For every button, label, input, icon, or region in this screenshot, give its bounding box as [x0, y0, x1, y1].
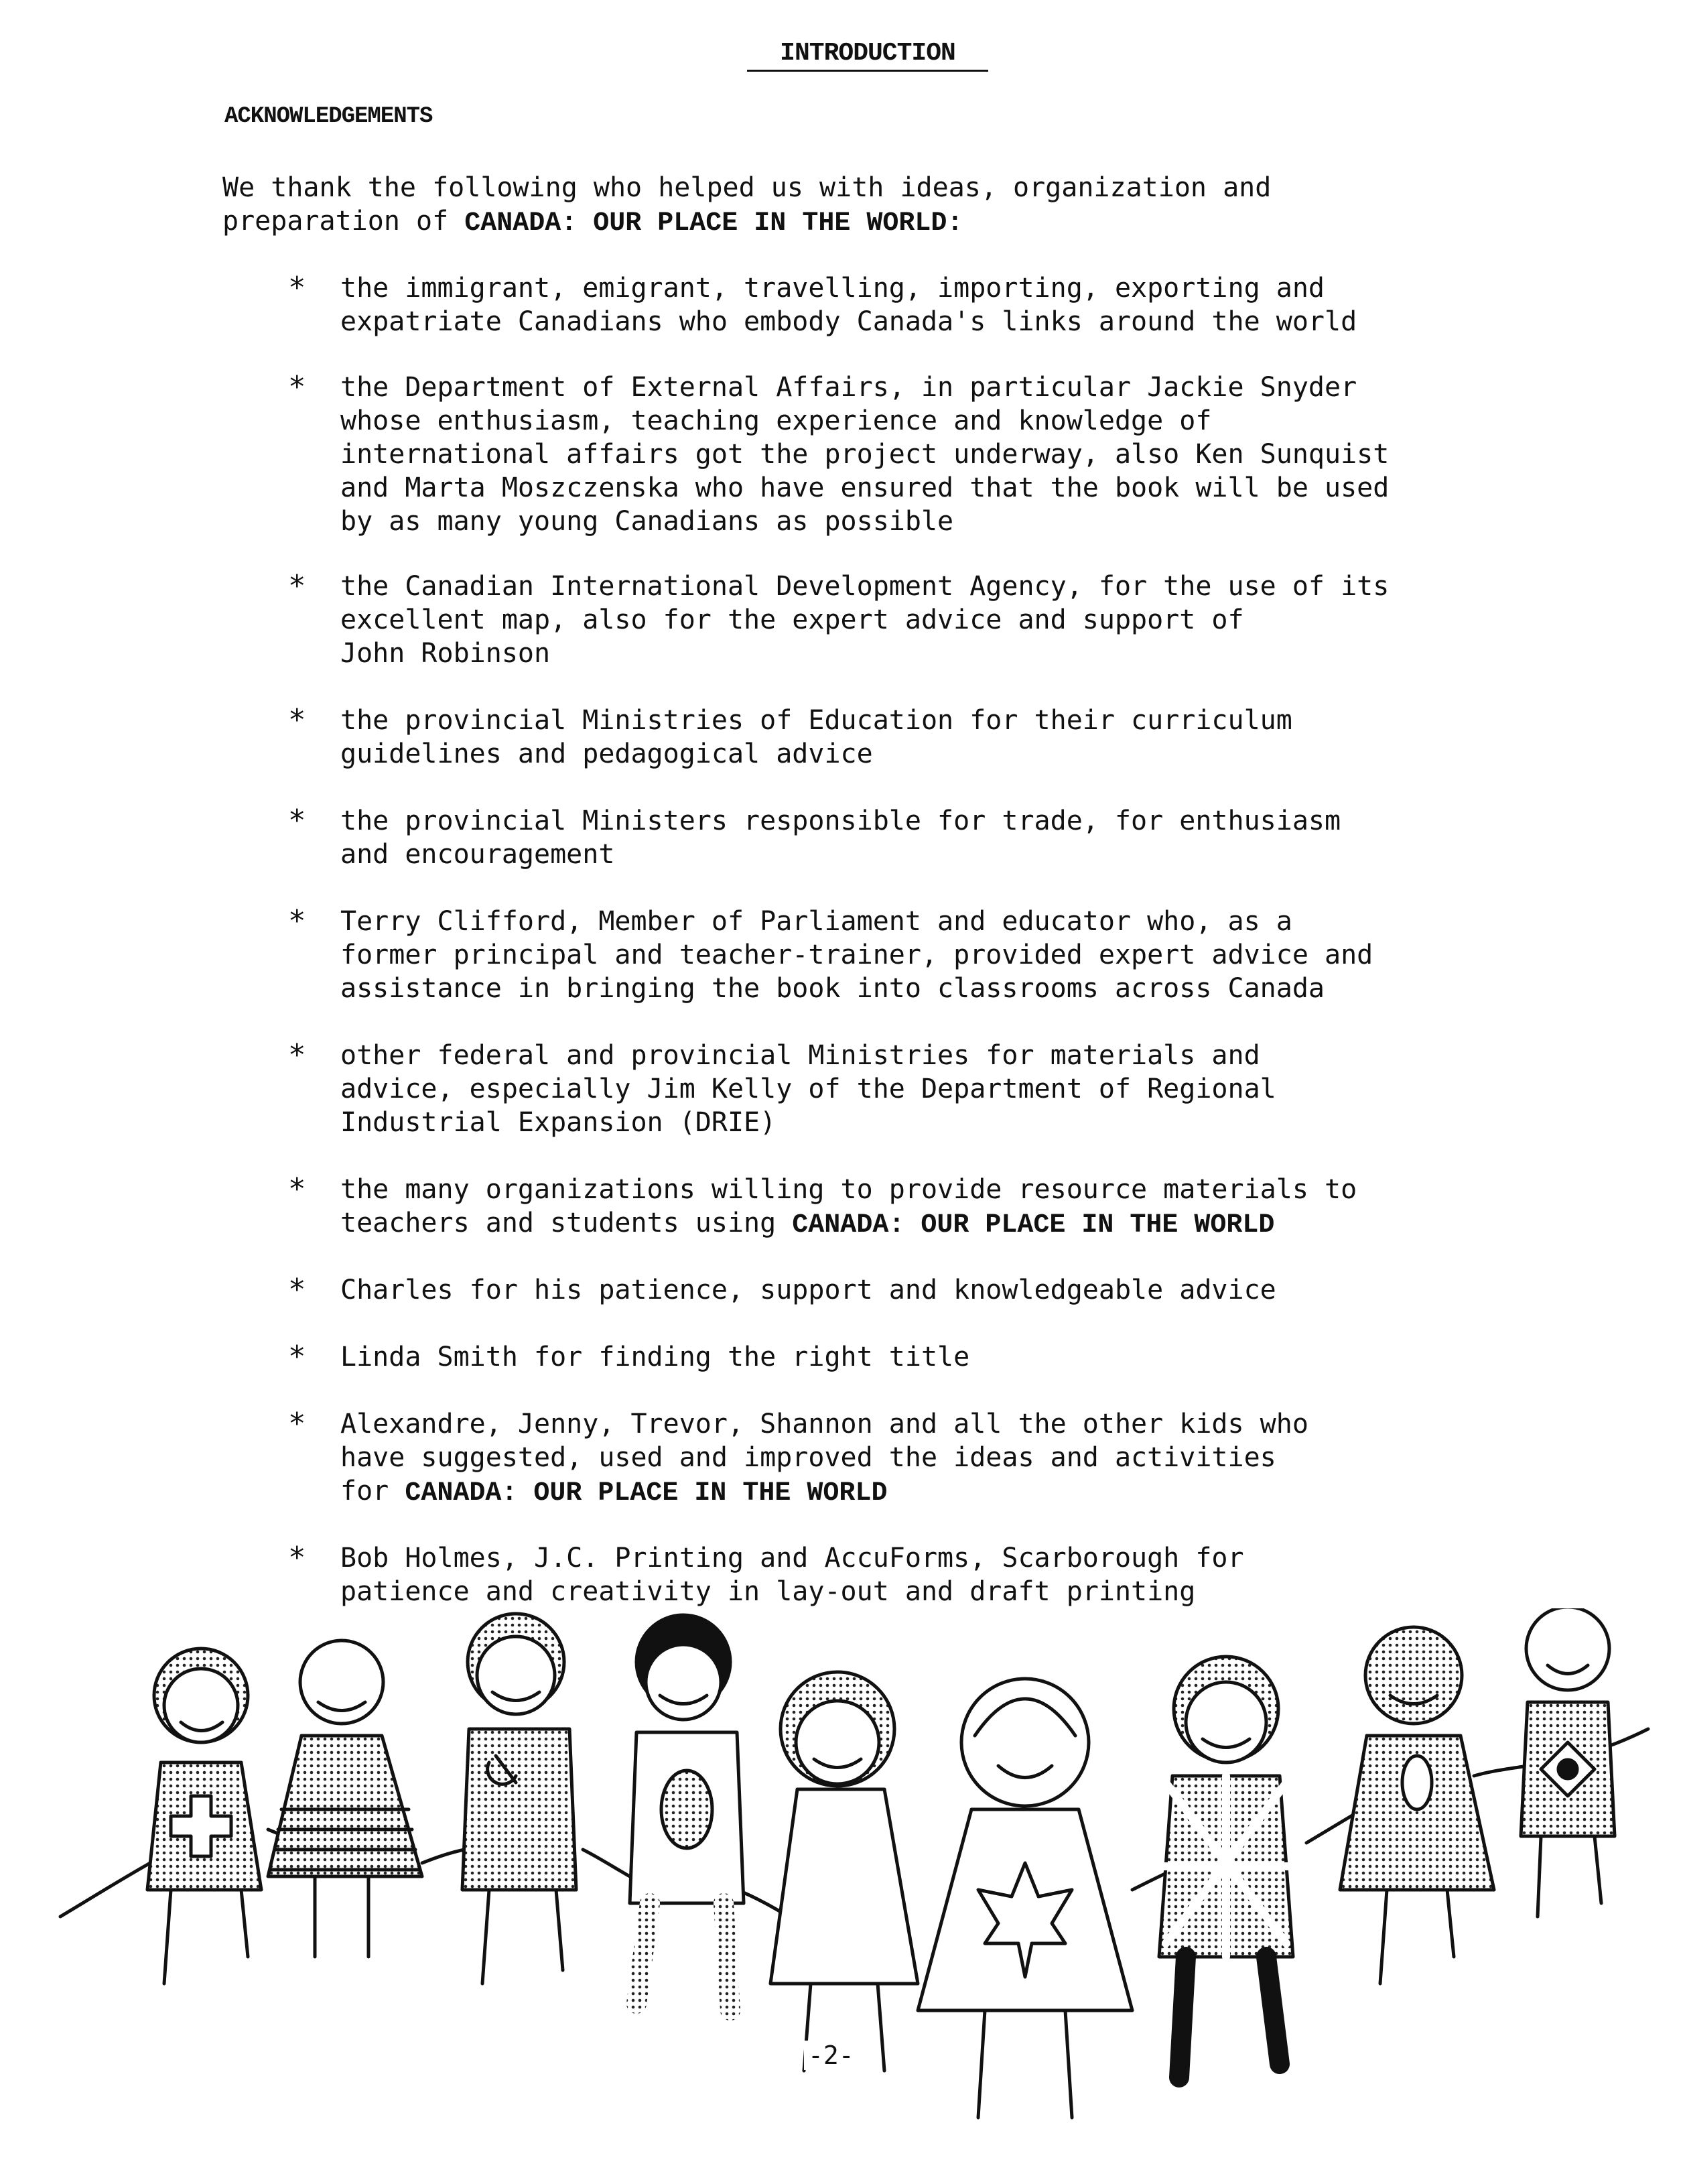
bullet-icon: * — [288, 271, 306, 305]
item-text: other federal and provincial Ministries for materials and advice, especially Jim Kelly of the Department of Regional Industrial Expansion (DRIE) — [340, 1040, 1276, 1138]
bullet-icon: * — [288, 1407, 306, 1441]
item-text-plain: the many organizations willing to provide resource materials to teachers and students using — [340, 1174, 1357, 1238]
bullet-icon: * — [288, 804, 306, 838]
bullet-icon: * — [288, 1541, 306, 1575]
item-text: Bob Holmes, J.C. Printing and AccuForms, Scarborough for patience and creativity in lay-out and draft printing — [340, 1543, 1244, 1607]
children-holding-hands-illustration — [47, 1608, 1668, 2158]
book-title: CANADA: OUR PLACE IN THE WORLD — [405, 1478, 888, 1508]
title-underline — [747, 70, 988, 72]
bullet-icon: * — [288, 1172, 306, 1206]
book-title: CANADA: OUR PLACE IN THE WORLD — [792, 1210, 1275, 1240]
bullet-icon: * — [288, 370, 306, 404]
intro-paragraph — [222, 171, 1495, 241]
bullet-icon: * — [288, 1038, 306, 1072]
page-number: -2- — [804, 2041, 858, 2070]
bullet-icon: * — [288, 569, 306, 603]
intro-text: We thank the following who helped us with ideas, organization and preparation of — [222, 172, 1272, 237]
item-text: Charles for his patience, support and knowledgeable advice — [340, 1275, 1276, 1305]
item-text — [340, 1173, 1479, 1242]
item-text: the provincial Ministries of Education for their curriculum guidelines and pedagogical advice — [340, 705, 1292, 769]
item-text-plain: Alexandre, Jenny, Trevor, Shannon and all the other kids who have suggested, used and improved the ideas and activities for — [340, 1409, 1308, 1506]
page-title: INTRODUCTION — [780, 39, 955, 68]
bullet-icon: * — [288, 904, 306, 938]
bullet-icon: * — [288, 1340, 306, 1374]
item-text: the immigrant, emigrant, travelling, importing, exporting and expatriate Canadians who embody Canada's links around the world — [340, 273, 1357, 337]
item-text: the provincial Ministers responsible for trade, for enthusiasm and encouragement — [340, 806, 1341, 870]
item-text — [340, 1407, 1479, 1511]
bullet-icon: * — [288, 703, 306, 737]
item-text: Terry Clifford, Member of Parliament and educator who, as a former principal and teacher-trainer, provided expert advice and assistance in bringing the book into classrooms across Canada — [340, 906, 1373, 1004]
item-text: the Department of External Affairs, in particular Jackie Snyder whose enthusiasm, teaching experience and knowledge of international affairs got the project underway, also Ken Sunquist and Marta Moszczenska who have ensured that the book will be used by as many young Canadians as possible — [340, 372, 1390, 537]
item-text: the Canadian International Development Agency, for the use of its excellent map, also for the expert advice and support of John Robinson — [340, 571, 1390, 669]
book-title: CANADA: OUR PLACE IN THE WORLD: — [464, 208, 963, 239]
bullet-icon: * — [288, 1273, 306, 1307]
item-text: Linda Smith for finding the right title — [340, 1342, 970, 1372]
section-heading: ACKNOWLEDGEMENTS — [224, 104, 433, 129]
